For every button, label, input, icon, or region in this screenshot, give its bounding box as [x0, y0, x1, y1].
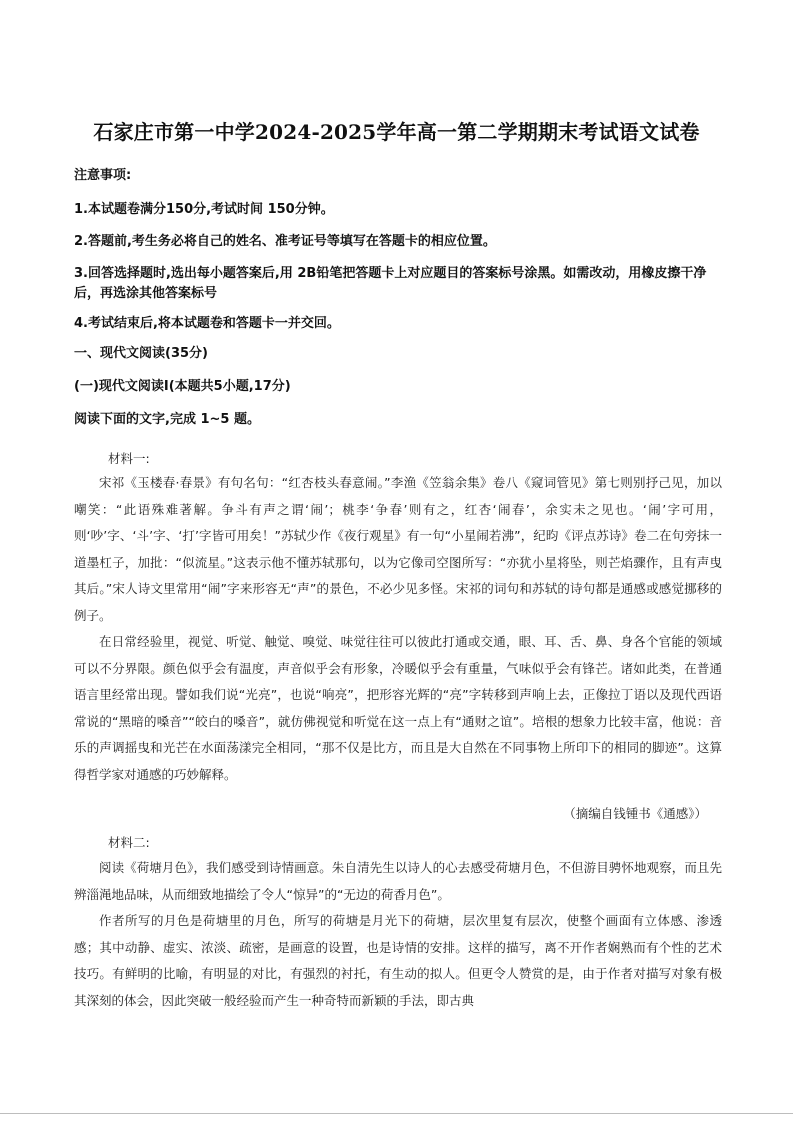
material-1-paragraph-2: 在日常经验里，视觉、听觉、触觉、嗅觉、味觉往往可以彼此打通或交通，眼、耳、舌、鼻、身各个官能的领域可以不分界限。颜色似乎会有温度，声音似乎会有形象，冷暖似乎会有重量，气味似乎会有锋芒。诸如此类，在普通语言里经常出现。譬如我们说“光亮”，也说“响亮”，把形容光辉的“亮”字转移到声响上去，正像拉丁语以及现代西语常说的“黑暗的嗓音”“皎白的嗓音”，就仿佛视觉和听觉在这一点上有“通财之谊”。培根的想象力比较丰富，他说：音乐的声调摇曳和光芒在水面荡漾完全相同，“那不仅是比方，而且是大自然在不同事物上所印下的相同的脚迹”。这算得哲学家对通感的巧妙解释。 — [74, 634, 722, 782]
material-2-paragraph-1: 阅读《荷塘月色》，我们感受到诗情画意。朱自清先生以诗人的心去感受荷塘月色，不但游目骋怀地观察，而且先辨淄渑地品味，从而细致地描绘了令人“惊异”的“无边的荷香月色”。 — [74, 860, 722, 902]
subsection-heading: (一)现代文阅读I(本题共5小题,17分) — [74, 379, 291, 394]
material-2-label: 材料二: — [108, 835, 150, 850]
page-bottom-rule — [0, 1113, 793, 1114]
material-1-body — [74, 470, 722, 788]
note-item-2: 2.答题前,考生务必将自己的姓名、准考证号等填写在答题卡的相应位置。 — [74, 234, 496, 249]
material-1-source: （摘编自钱锺书《通感》） — [563, 806, 707, 821]
material-1-label: 材料一: — [108, 451, 150, 466]
material-2-paragraph-2: 作者所写的月色是荷塘里的月色，所写的荷塘是月光下的荷塘，层次里复有层次，使整个画面有立体感、渗透感；其中动静、虚实、浓淡、疏密，是画意的设置，也是诗情的安排。这样的描写，离不开作者娴熟而有个性的艺术技巧。有鲜明的比喻，有明显的对比，有强烈的衬托，有生动的拟人。但更令人赞赏的是，由于作者对描写对象有极其深刻的体会，因此突破一般经验而产生一种奇特而新颖的手法，即古典 — [74, 913, 722, 1008]
reading-instruction: 阅读下面的文字,完成 1~5 题。 — [74, 412, 260, 427]
section-heading: 一、现代文阅读(35分) — [74, 346, 208, 361]
notes-heading: 注意事项: — [74, 168, 132, 183]
note-item-4: 4.考试结束后,将本试题卷和答题卡一并交回。 — [74, 316, 340, 331]
material-2-body — [74, 855, 722, 1014]
note-item-1: 1.本试题卷满分150分,考试时间 150分钟。 — [74, 202, 334, 217]
page-title: 石家庄市第一中学2024-2025学年高一第二学期期末考试语文试卷 — [93, 120, 700, 144]
material-1-paragraph-1: 宋祁《玉楼春·春景》有句名句：“红杏枝头春意闹。”李渔《笠翁余集》卷八《窥词管见》第七则别抒己见，加以嘲笑：“此语殊难著解。争斗有声之谓‘闹’；桃李‘争春’则有之，红杏‘闹春’，余实未之见也。‘闹’字可用，则‘吵’字、‘斗’字、‘打’字皆可用矣！”苏轼少作《夜行观星》有一句“小星闹若沸”，纪昀《评点苏诗》卷二在句旁抹一道墨杠子，加批：“似流星。”这表示他不懂苏轼那句，以为它像司空图所写：“亦犹小星将坠，则芒焰骤作，且有声曳其后。”宋人诗文里常用“闹”字来形容无“声”的景色，不必少见多怪。宋祁的词句和苏轼的诗句都是通感或感觉挪移的例子。 — [74, 475, 722, 623]
note-item-3: 3.回答选择题时,选出每小题答案后,用 2B铅笔把答题卡上对应题目的答案标号涂黑。如需改动，用橡皮擦干净后，再选涂其他答案标号 — [74, 266, 707, 301]
